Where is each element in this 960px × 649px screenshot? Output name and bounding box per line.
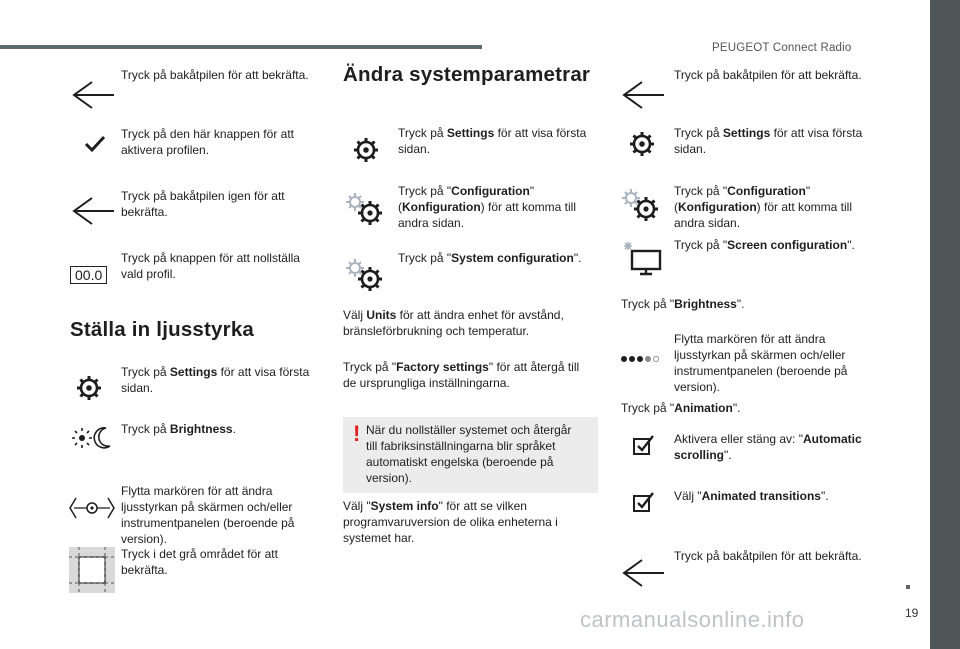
system-step-2: Tryck på "Configuration" (Konfiguration) för att komma till andra sidan. [398,184,577,230]
checkmark-icon [84,135,106,153]
left-step-2: Tryck på den här knappen för att aktivera profilen. [121,127,294,157]
animation-step-3: Tryck på bakåtpilen för att bekräfta. [674,549,862,563]
back-arrow-icon [70,196,116,226]
reset-display-icon [70,266,107,284]
configuration-gears-icon [344,191,388,229]
system-params-heading: Ändra systemparametrar [343,63,591,86]
brightness-step-1: Tryck på Settings för att visa första sidan. [121,365,310,395]
brightness-step-2: Tryck på Brightness. [121,422,236,436]
back-arrow-icon [620,80,666,110]
brightness-icon [70,425,114,451]
grey-area-icon [69,547,115,593]
settings-gear-icon [76,375,102,401]
right-step-3: Tryck på "Configuration" (Konfiguration) för att komma till andra sidan. [674,184,853,230]
left-step-1: Tryck på bakåtpilen för att bekräfta. [121,68,309,82]
warning-icon: ! [353,421,361,446]
brightness-paragraph: Tryck på "Brightness". [621,297,745,311]
brightness-heading: Ställa in ljusstyrka [70,318,255,341]
animation-step-1: Aktivera eller stäng av: "Automatic scrolling". [674,432,862,462]
system-step-1: Tryck på Settings för att visa första sidan. [398,126,587,156]
reset-display-value: 00.0 [70,266,107,284]
animation-step-2: Välj "Animated transitions". [674,489,829,503]
header-rule [0,45,482,49]
watermark: carmanualsonline.info [580,607,805,632]
units-paragraph: Välj Units för att ändra enhet för avstånd, bränsleförbrukning och temperatur. [343,308,564,338]
factory-paragraph: Tryck på "Factory settings" för att återgå till de ursprungliga inställningarna. [343,360,580,390]
brightness-step-4: Tryck i det grå området för att bekräfta. [121,547,278,577]
right-brightness-slider-text: Flytta markören för att ändra ljusstyrkan på skärmen och/eller instrumentpanelen (beroende på version). [674,332,848,394]
right-step-2: Tryck på Settings för att visa första sidan. [674,126,863,156]
page-number: 19 [905,606,919,620]
right-step-1: Tryck på bakåtpilen för att bekräfta. [674,68,862,82]
note-box [343,417,598,493]
page-header: PEUGEOT Connect Radio [712,42,852,54]
right-step-4: Tryck på "Screen configuration". [674,238,855,252]
sysinfo-paragraph: Välj "System info" för att se vilken programvaruversion de olika enheterna i systemet har. [343,499,558,545]
settings-gear-icon [353,137,379,163]
checkbox-icon [632,434,656,456]
side-tab [930,0,960,649]
end-marker [906,585,910,589]
left-step-4: Tryck på knappen för att nollställa vald profil. [121,251,300,281]
slider-icon [68,496,116,520]
system-step-3: Tryck på "System configuration". [398,251,582,265]
configuration-gears-icon [620,187,664,225]
settings-gear-icon [629,131,655,157]
brightness-step-3: Flytta markören för att ändra ljusstyrkan på skärmen och/eller instrumentpanelen (beroende på version). [121,484,295,546]
animation-paragraph: Tryck på "Animation". [621,401,741,415]
back-arrow-icon [70,80,116,110]
left-step-3: Tryck på bakåtpilen igen för att bekräfta. [121,189,285,219]
checkbox-icon [632,491,656,513]
note-text: När du nollställer systemet och återgår till fabriksinställningarna blir språket automatiskt engelska (beroende på version). [366,423,572,485]
screen-configuration-icon [622,241,664,277]
brightness-level-icon [619,352,659,366]
back-arrow-icon [620,558,666,588]
configuration-gears-icon [344,257,388,295]
